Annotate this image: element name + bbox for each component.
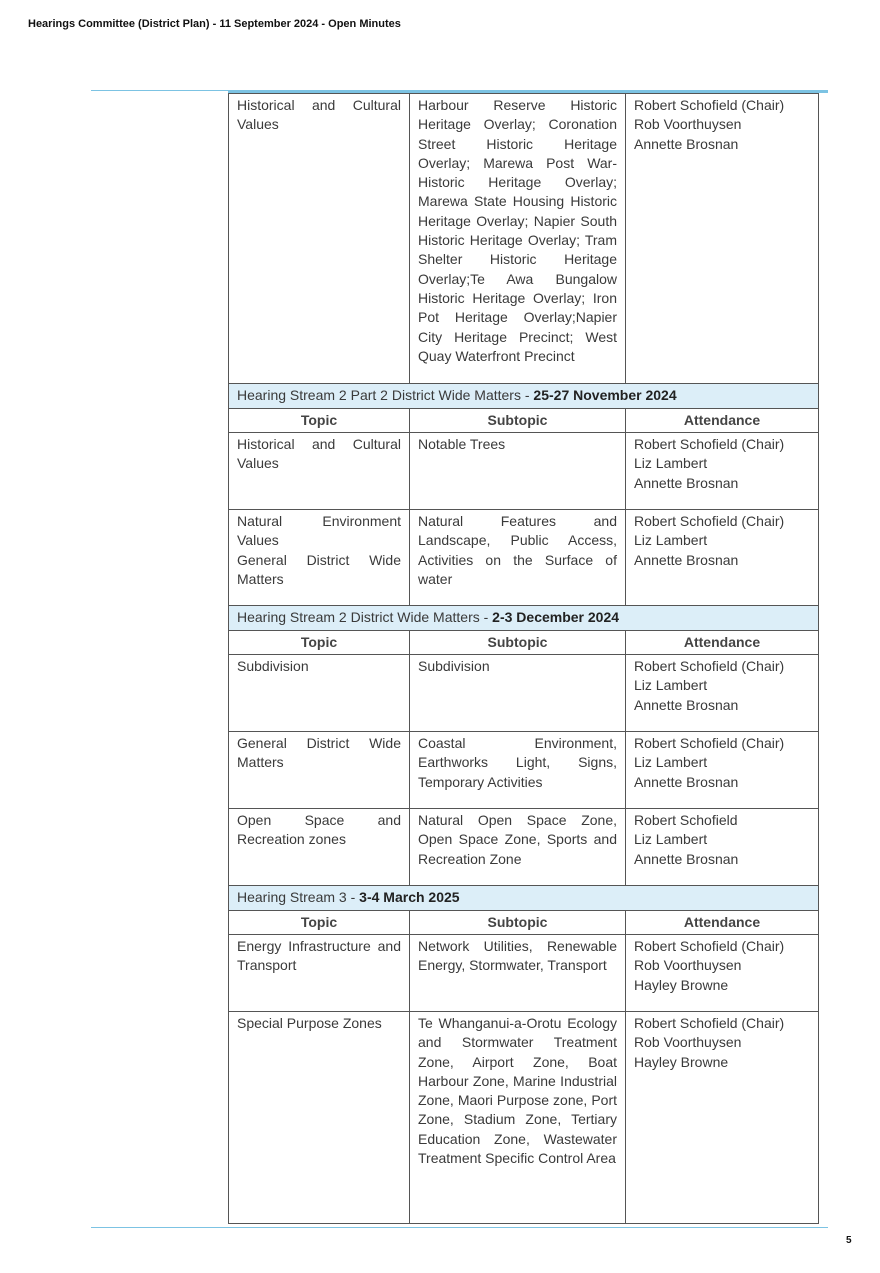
subtopic-cell: Te Whanganui-a-Orotu Ecology and Stormwater Treatment Zone, Airport Zone, Boat Harbour Zone, Marine Industrial Zone, Maori Purpose zone, Port Zone, Stadium Zone, Tertiary Education Zone, Wastewater Treatment Specific Control Area [410, 1012, 626, 1224]
attendance-cell [626, 935, 819, 1012]
topic-cell [229, 510, 410, 606]
bottom-rule [91, 1227, 828, 1228]
table-row [229, 94, 819, 384]
attendee: Liz Lambert [634, 455, 708, 472]
topic-cell: Special Purpose Zones [229, 1012, 410, 1224]
column-header-attendance: Attendance [626, 911, 819, 935]
attendance-cell [626, 655, 819, 732]
attendance-cell [626, 510, 819, 606]
column-header-subtopic: Subtopic [410, 409, 626, 433]
subtopic-cell: Harbour Reserve Historic Heritage Overlay; Coronation Street Historic Heritage Overlay; Marewa Post War- Historic Heritage Overlay; Marewa State Housing Historic Heritage Overlay; Napier South Historic Heritage Overlay; Tram Shelter Historic Heritage Overlay;Te Awa Bungalow Historic Heritage Overlay; Iron Pot Heritage Overlay;Napier City Heritage Precinct; West Quay Waterfront Precinct [410, 94, 626, 384]
section-title: Hearing Stream 2 Part 2 District Wide Matters - [237, 387, 534, 404]
topic-cell: Historical and Cultural Values [229, 94, 410, 384]
section-heading-row [229, 886, 819, 911]
column-header-topic: Topic [229, 631, 410, 655]
topic-line: Natural Environment Values [237, 513, 401, 549]
subtopic-cell: Natural Features and Landscape, Public Access, Activities on the Surface of water [410, 510, 626, 606]
attendee: Hayley Browne [634, 976, 729, 993]
attendance-cell [626, 1012, 819, 1224]
section-heading [229, 606, 819, 631]
attendee: Annette Brosnan [634, 850, 739, 867]
section-heading [229, 886, 819, 911]
table-row [229, 732, 819, 809]
subtopic-cell: Subdivision [410, 655, 626, 732]
attendee: Robert Schofield (Chair) [634, 938, 785, 954]
attendee: Robert Schofield (Chair) [634, 513, 785, 529]
column-header-row [229, 409, 819, 433]
attendance-cell [626, 94, 819, 384]
attendee: Robert Schofield [634, 812, 738, 828]
attendee: Robert Schofield (Chair) [634, 436, 785, 452]
attendee: Annette Brosnan [634, 474, 739, 491]
column-header-subtopic: Subtopic [410, 911, 626, 935]
topic-line: General District Wide Matters [237, 551, 401, 587]
section-dates: 2-3 December 2024 [492, 609, 620, 626]
page-header-title: Hearings Committee (District Plan) - 11 September 2024 - Open Minutes [28, 18, 401, 30]
section-dates: 25-27 November 2024 [533, 387, 677, 404]
column-header-row [229, 631, 819, 655]
table-row [229, 655, 819, 732]
attendee: Annette Brosnan [634, 696, 739, 713]
table-row [229, 433, 819, 510]
column-header-attendance: Attendance [626, 409, 819, 433]
section-dates: 3-4 March 2025 [359, 889, 460, 906]
attendee: Robert Schofield (Chair) [634, 735, 785, 751]
page-number: 5 [846, 1235, 852, 1246]
attendee: Liz Lambert [634, 677, 708, 694]
section-heading-row [229, 606, 819, 631]
attendee: Annette Brosnan [634, 773, 739, 790]
table-row [229, 510, 819, 606]
topic-cell: Open Space and Recreation zones [229, 809, 410, 886]
attendee: Annette Brosnan [634, 551, 739, 568]
topic-cell: Subdivision [229, 655, 410, 732]
attendee: Annette Brosnan [634, 135, 739, 152]
subtopic-cell: Coastal Environment, Earthworks Light, Signs, Temporary Activities [410, 732, 626, 809]
column-header-topic: Topic [229, 409, 410, 433]
column-header-topic: Topic [229, 911, 410, 935]
column-header-subtopic: Subtopic [410, 631, 626, 655]
section-heading-row [229, 384, 819, 409]
hearings-schedule-table [228, 93, 819, 1224]
table-row [229, 809, 819, 886]
section-title: Hearing Stream 2 District Wide Matters - [237, 609, 493, 626]
subtopic-cell: Natural Open Space Zone, Open Space Zone, Sports and Recreation Zone [410, 809, 626, 886]
attendee: Hayley Browne [634, 1053, 729, 1070]
attendance-cell [626, 732, 819, 809]
topic-cell: Historical and Cultural Values [229, 433, 410, 510]
attendee: Rob Voorthuysen [634, 116, 742, 133]
table-row [229, 935, 819, 1012]
section-heading [229, 384, 819, 409]
topic-cell: Energy Infrastructure and Transport [229, 935, 410, 1012]
attendee: Rob Voorthuysen [634, 957, 742, 974]
table-row [229, 1012, 819, 1224]
attendee: Robert Schofield (Chair) [634, 1015, 785, 1031]
attendee: Liz Lambert [634, 831, 708, 848]
attendee: Liz Lambert [634, 754, 708, 771]
attendance-cell [626, 433, 819, 510]
attendee: Robert Schofield (Chair) [634, 97, 785, 113]
attendee: Liz Lambert [634, 532, 708, 549]
attendance-cell [626, 809, 819, 886]
attendee: Rob Voorthuysen [634, 1034, 742, 1051]
column-header-row [229, 911, 819, 935]
subtopic-cell: Notable Trees [410, 433, 626, 510]
column-header-attendance: Attendance [626, 631, 819, 655]
attendee: Robert Schofield (Chair) [634, 658, 785, 674]
subtopic-cell: Network Utilities, Renewable Energy, Stormwater, Transport [410, 935, 626, 1012]
topic-cell: General District Wide Matters [229, 732, 410, 809]
section-title: Hearing Stream 3 - [237, 889, 360, 906]
